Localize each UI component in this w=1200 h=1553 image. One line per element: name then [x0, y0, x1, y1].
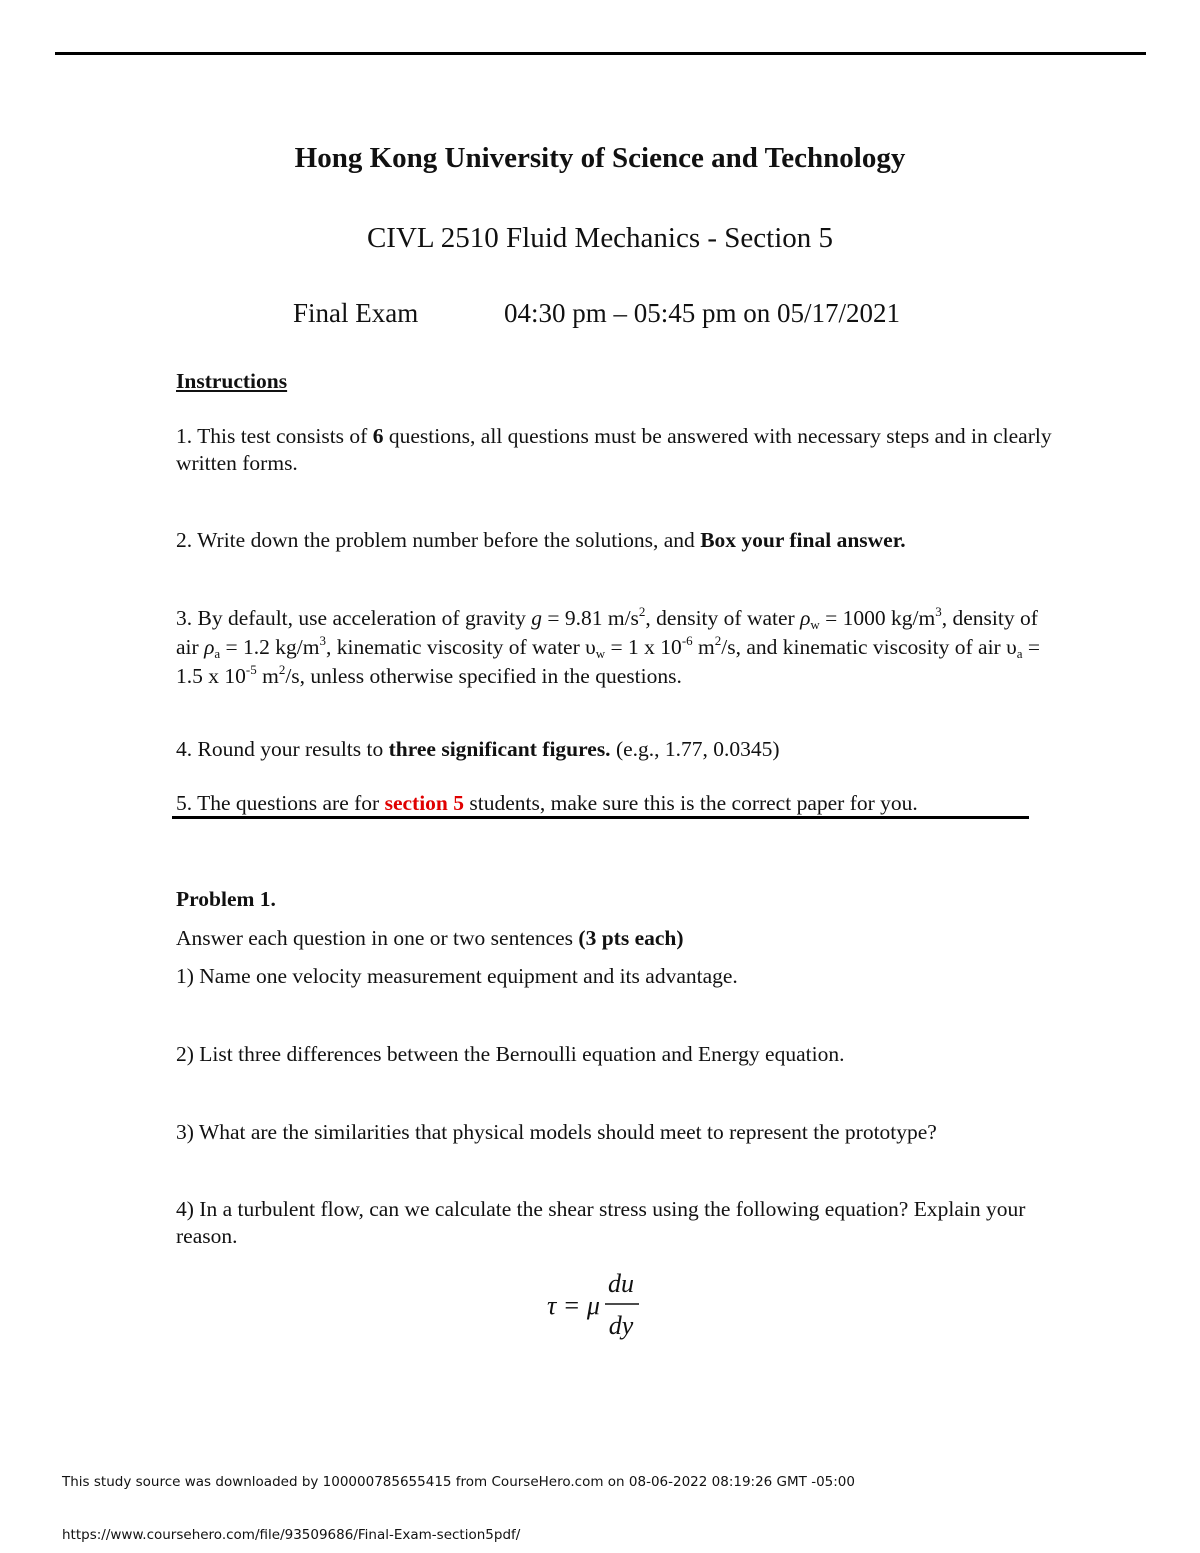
question-3: 3) What are the similarities that physical models should meet to represent the prototype? — [176, 1120, 937, 1144]
section-rule — [172, 816, 1029, 819]
download-notice: This study source was downloaded by 100000785655415 from CourseHero.com on 08-06-2022 08:19:26 GMT -05:00 — [62, 1474, 855, 1490]
instruction-4: 4. Round your results to three significant figures. (e.g., 1.77, 0.0345) — [176, 737, 780, 761]
instructions-heading: Instructions — [176, 369, 288, 393]
problem-1-heading: Problem 1. — [176, 887, 276, 911]
equation-denominator: dy — [608, 1311, 634, 1340]
equation-numerator: du — [608, 1269, 634, 1298]
instruction-3: 3. By default, use acceleration of gravity g = 9.81 $m/s^2$, density of water $\rho_w = 1000$ $kg/m^3$, density of air $\rho_a = 1.2$ $kg/m^3$, kinematic viscosity of water $\upsilon_w = 1$ x $10^{-6}$ $m^2/s$, and kinematic viscosity of air $\upsilon_a = 1.5$ x $10^{-5}$ $m^2/s$, unless otherwise specified in the questions. — [176, 604, 1041, 688]
question-1: 1) Name one velocity measurement equipment and its advantage. — [176, 964, 738, 988]
source-url[interactable]: https://www.coursehero.com/file/93509686/Final-Exam-section5pdf/ — [62, 1527, 521, 1543]
problem-1-intro: Answer each question in one or two sentences (3 pts each) — [176, 926, 684, 950]
instruction-5: 5. The questions are for section 5 students, make sure this is the correct paper for you. — [176, 791, 918, 815]
exam-time: 04:30 pm – 05:45 pm on 05/17/2021 — [504, 298, 901, 328]
question-4: 4) In a turbulent flow, can we calculate the shear stress using the following equation? Explain your reason. — [176, 1197, 1026, 1248]
instruction-1: 1. This test consists of 6 questions, all questions must be answered with necessary steps and in clearly written forms. — [176, 424, 1052, 475]
question-2: 2) List three differences between the Bernoulli equation and Energy equation. — [176, 1042, 845, 1066]
instruction-2: 2. Write down the problem number before the solutions, and Box your final answer. — [176, 528, 906, 552]
top-rule — [55, 52, 1146, 55]
university-title: Hong Kong University of Science and Technology — [294, 142, 906, 174]
exam-label: Final Exam — [293, 298, 419, 328]
course-title: CIVL 2510 Fluid Mechanics - Section 5 — [366, 222, 834, 254]
shear-stress-equation — [545, 1266, 665, 1346]
equation-lhs: τ = μ — [547, 1291, 600, 1320]
